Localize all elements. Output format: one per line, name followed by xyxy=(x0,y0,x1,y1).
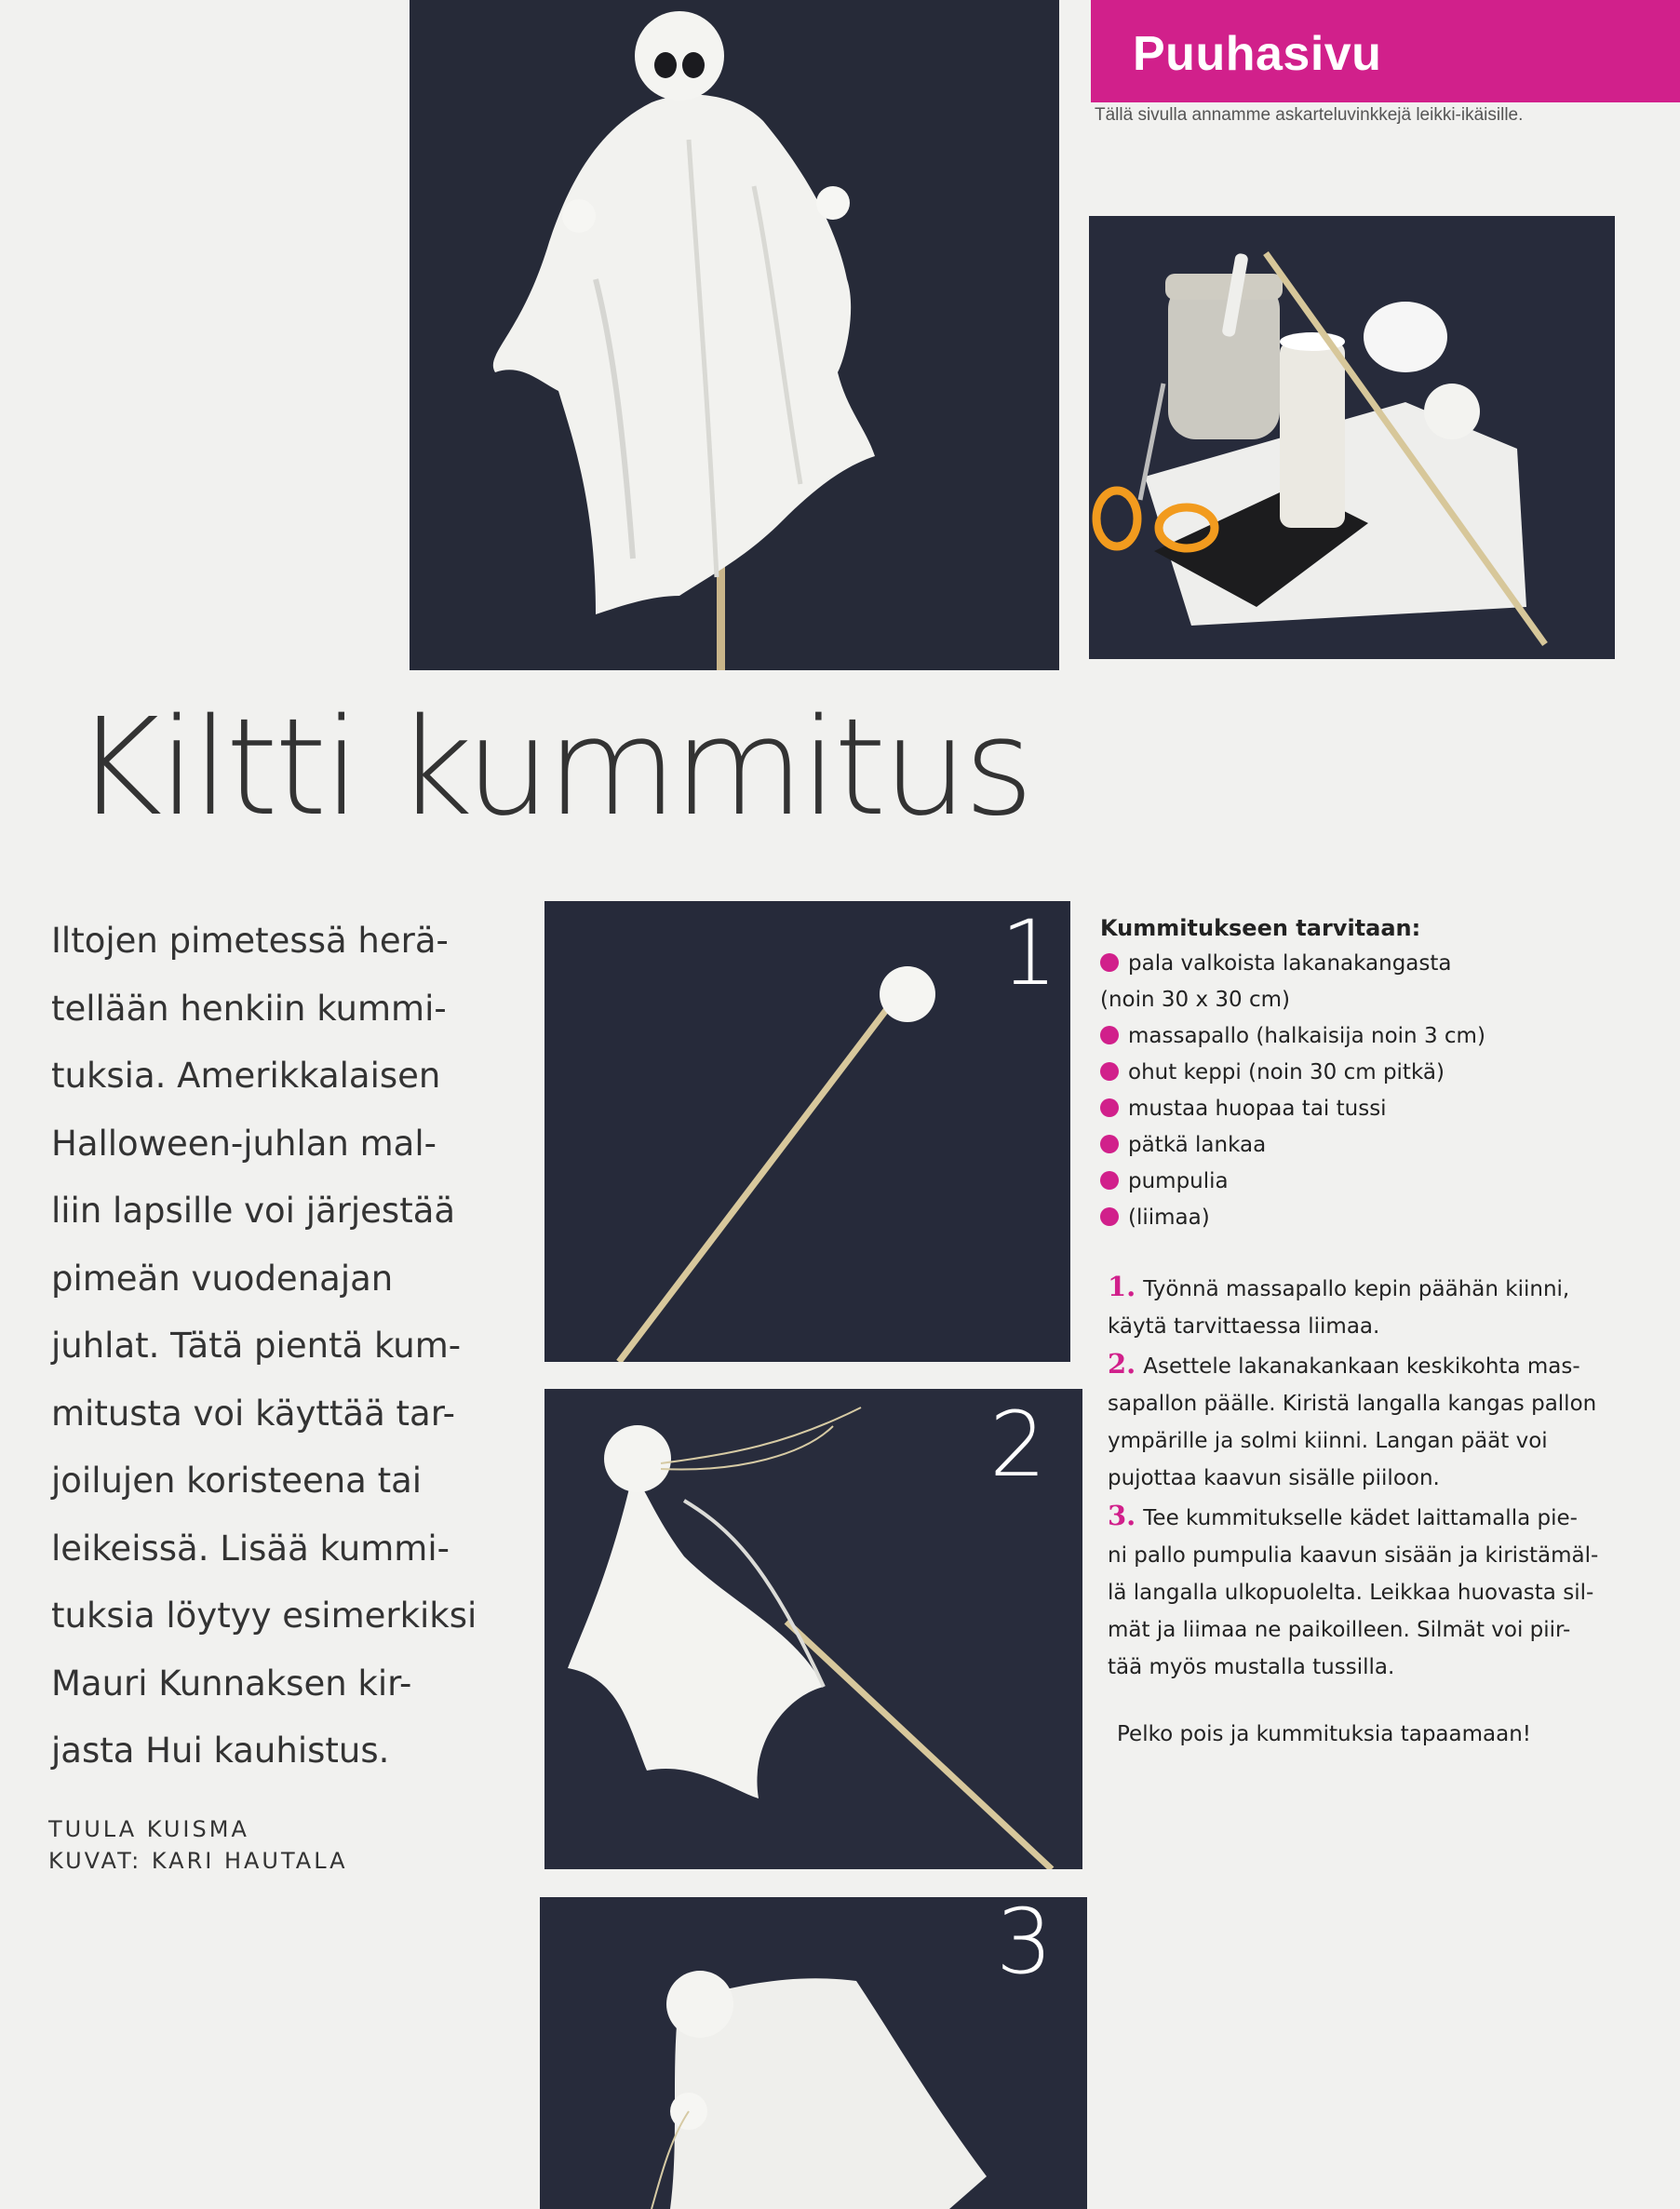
supplies-illustration xyxy=(1089,216,1615,659)
section-title: Puuhasivu xyxy=(1133,27,1382,81)
intro-paragraph xyxy=(51,908,526,1785)
instructions xyxy=(1108,1268,1666,1686)
bullet-icon xyxy=(1100,1135,1119,1153)
intro-line: pimeän vuodenajan xyxy=(51,1258,394,1299)
instruction-line: lä langalla ulkopuolelta. Leikkaa huovasta sil- xyxy=(1108,1581,1594,1605)
closing-line: Pelko pois ja kummituksia tapaamaan! xyxy=(1117,1722,1531,1746)
author-credit: TUULA KUISMA xyxy=(48,1816,249,1842)
step-number: 2. xyxy=(1108,1348,1136,1380)
material-item: pätkä lankaa xyxy=(1100,1127,1659,1164)
intro-line: tuksia löytyy esimerkiksi xyxy=(51,1596,477,1636)
bullet-icon xyxy=(1100,953,1119,972)
material-item: ohut keppi (noin 30 cm pitkä) xyxy=(1100,1055,1659,1091)
step-2-photo xyxy=(544,1389,1082,1869)
instruction-line: mät ja liimaa ne paikoilleen. Silmät voi piir- xyxy=(1108,1618,1571,1642)
intro-line: leikeissä. Lisää kummi- xyxy=(51,1528,450,1569)
article-title: Kiltti kummitus xyxy=(74,689,1030,845)
step-3-photo xyxy=(540,1897,1087,2209)
instruction-line: 2. Asettele lakanakankaan keskikohta mas- xyxy=(1108,1348,1580,1380)
bullet-icon xyxy=(1100,1098,1119,1117)
intro-line: liin lapsille voi järjestää xyxy=(51,1191,456,1231)
step-2-number: 2 xyxy=(989,1393,1047,1497)
instruction-line: 3. Tee kummitukselle kädet laittamalla pie- xyxy=(1108,1500,1578,1531)
intro-line: Mauri Kunnaksen kir- xyxy=(51,1663,412,1704)
intro-line: Iltojen pimetessä herä- xyxy=(51,921,449,961)
instruction-line: ni pallo pumpulia kaavun sisään ja kiristämäl- xyxy=(1108,1543,1599,1568)
photo-credit: KUVAT: KARI HAUTALA xyxy=(48,1848,348,1874)
instruction-line: ympärille ja solmi kiinni. Langan päät voi xyxy=(1108,1429,1548,1453)
step-1-number: 1 xyxy=(1001,901,1058,1005)
materials-title: Kummitukseen tarvitaan: xyxy=(1100,915,1421,941)
section-banner xyxy=(1091,0,1680,102)
instruction-line: sapallon päälle. Kiristä langalla kangas pallon xyxy=(1108,1392,1597,1416)
bullet-icon xyxy=(1100,1062,1119,1081)
instruction-line: pujottaa kaavun sisälle piiloon. xyxy=(1108,1466,1440,1490)
material-item: pala valkoista lakanakangasta xyxy=(1100,946,1659,982)
material-item: mustaa huopaa tai tussi xyxy=(1100,1091,1659,1127)
material-item: (liimaa) xyxy=(1100,1200,1659,1236)
bullet-icon xyxy=(1100,1207,1119,1226)
intro-line: tellään henkiin kummi- xyxy=(51,988,447,1029)
instruction-line: käytä tarvittaessa liimaa. xyxy=(1108,1314,1380,1339)
intro-line: jasta Hui kauhistus. xyxy=(51,1731,390,1771)
step-1-photo xyxy=(544,901,1070,1362)
step-number: 1. xyxy=(1108,1271,1136,1302)
bullet-icon xyxy=(1100,1026,1119,1044)
material-item: pumpulia xyxy=(1100,1164,1659,1200)
intro-line: tuksia. Amerikkalaisen xyxy=(51,1056,441,1096)
credits xyxy=(48,1813,348,1877)
material-item-note: (noin 30 x 30 cm) xyxy=(1100,988,1291,1012)
intro-line: joilujen koristeena tai xyxy=(51,1461,423,1501)
intro-line: Halloween-juhlan mal- xyxy=(51,1123,437,1164)
step-3-number: 3 xyxy=(996,1897,1054,1994)
ghost-illustration xyxy=(410,0,1059,670)
material-item: massapallo (halkaisija noin 3 cm) xyxy=(1100,1018,1659,1055)
instruction-line: 1. Työnnä massapallo kepin päähän kiinni, xyxy=(1108,1271,1570,1302)
step-1-illustration xyxy=(544,901,1070,1362)
materials-list xyxy=(1100,910,1659,1236)
instruction-line: tää myös mustalla tussilla. xyxy=(1108,1655,1395,1679)
hero-photo-ghost xyxy=(410,0,1059,670)
bullet-icon xyxy=(1100,1171,1119,1190)
section-subtitle: Tällä sivulla annamme askarteluvinkkejä leikki-ikäisille. xyxy=(1095,105,1524,125)
step-number: 3. xyxy=(1108,1500,1136,1531)
intro-line: mitusta voi käyttää tar- xyxy=(51,1393,455,1434)
intro-line: juhlat. Tätä pientä kum- xyxy=(51,1326,462,1366)
supplies-photo xyxy=(1089,216,1615,659)
